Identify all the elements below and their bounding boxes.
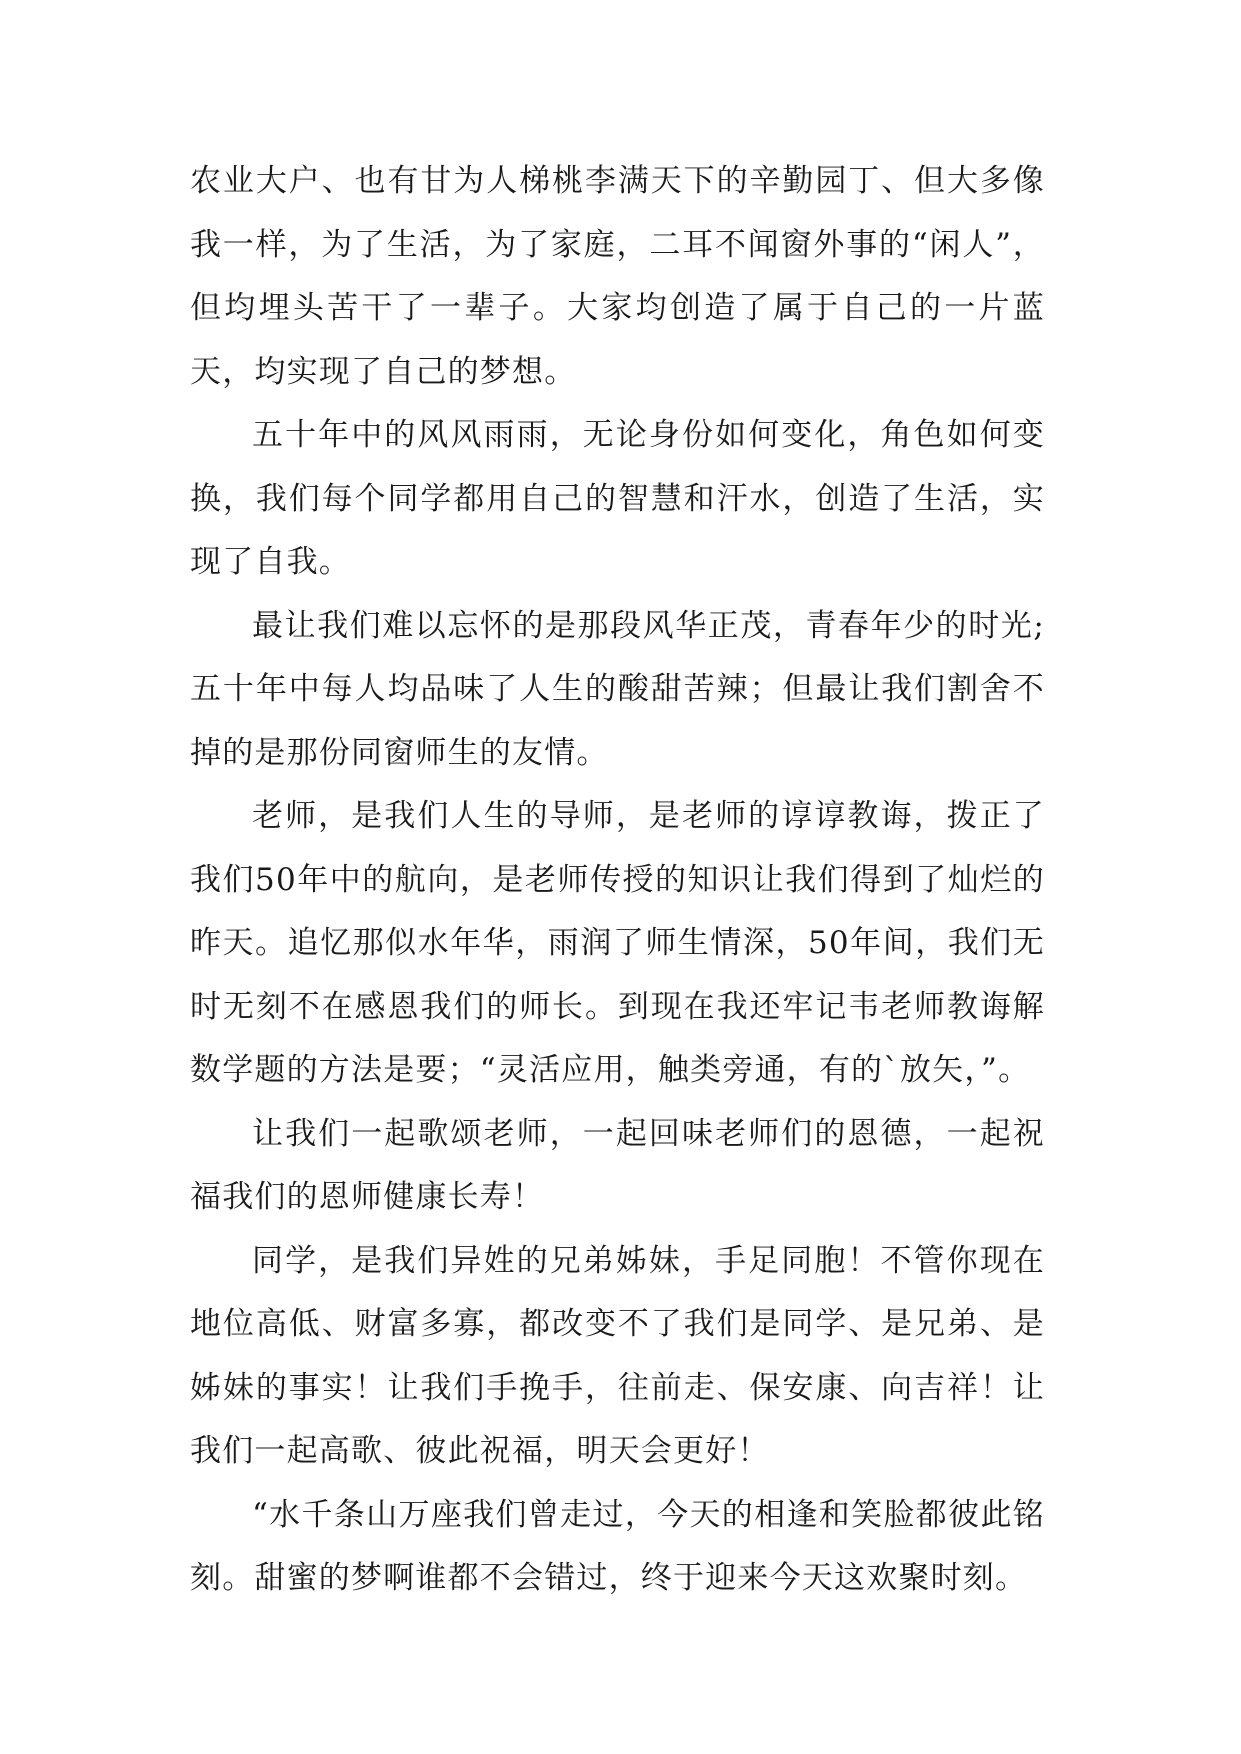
paragraph-1: 农业大户、也有甘为人梯桃李满天下的辛勤园丁、但大多像我一样，为了生活，为了家庭，二耳不闻窗外事的“闲人”，但均埋头苦干了一辈子。大家均创造了属于自己的一片蓝天，均实现了自己的梦想。 (190, 163, 1045, 390)
paragraph-4: 老师，是我们人生的导师，是老师的谆谆教诲，拨正了我们50年中的航向，是老师传授的知识让我们得到了灿烂的昨天。追忆那似水年华，雨润了师生情深，50年间，我们无时无刻不在感恩我们的师长。到现在我还牢记韦老师教诲解数学题的方法是要；“灵活应用，触类旁通，有的`放矢，”。 (190, 798, 1045, 1088)
paragraph-6: 同学，是我们异姓的兄弟姊妹，手足同胞！不管你现在地位高低、财富多寡，都改变不了我们是同学、是兄弟、是姊妹的事实！让我们手挽手，往前走、保安康、向吉祥！让我们一起高歌、彼此祝福，明天会更好！ (190, 1242, 1045, 1469)
paragraph-2: 五十年中的风风雨雨，无论身份如何变化，角色如何变换，我们每个同学都用自己的智慧和汗水，创造了生活，实现了自我。 (190, 417, 1045, 580)
paragraph-5: 让我们一起歌颂老师，一起回味老师们的恩德，一起祝福我们的恩师健康长寿！ (190, 1115, 1045, 1215)
document-page (190, 150, 1045, 1611)
paragraph-7: “水千条山万座我们曾走过，今天的相逢和笑脸都彼此铭刻。甜蜜的梦啊谁都不会错过，终于迎来今天这欢聚时刻。 (190, 1496, 1045, 1596)
paragraph-3: 最让我们难以忘怀的是那段风华正茂，青春年少的时光;五十年中每人均品味了人生的酸甜苦辣；但最让我们割舍不掉的是那份同窗师生的友情。 (190, 607, 1045, 771)
